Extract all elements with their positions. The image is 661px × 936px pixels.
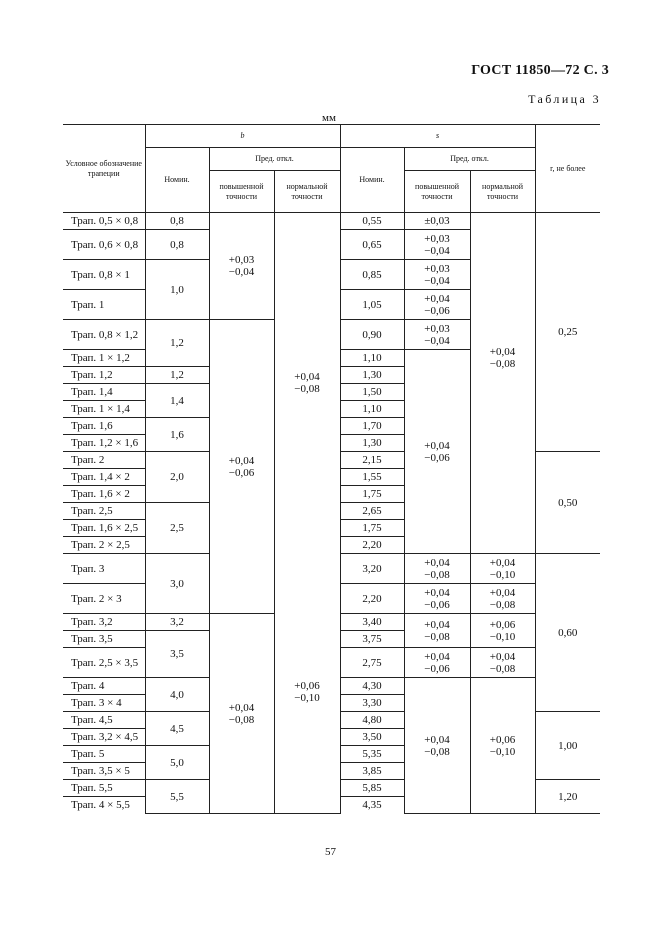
b-nom: 5,0: [145, 746, 209, 780]
b-nom: 4,0: [145, 678, 209, 712]
row-label: Трап. 1,4: [63, 384, 145, 401]
s-nom: 3,85: [340, 763, 404, 780]
header-s-high: повышенной точности: [404, 171, 470, 213]
row-label: Трап. 3,5 × 5: [63, 763, 145, 780]
row-label: Трап. 1 × 1,2: [63, 350, 145, 367]
row-label: Трап. 1,2 × 1,6: [63, 435, 145, 452]
b-high-dev: +0,03 −0,04: [209, 213, 274, 320]
s-normal-dev: +0,04 −0,08: [470, 584, 535, 614]
s-nom: 1,30: [340, 367, 404, 384]
s-nom: 4,35: [340, 797, 404, 814]
s-nom: 3,40: [340, 614, 404, 631]
s-nom: 1,75: [340, 486, 404, 503]
row-label: Трап. 1: [63, 290, 145, 320]
b-nom: 5,5: [145, 780, 209, 814]
r-value: 0,50: [535, 452, 600, 554]
row-label: Трап. 2,5 × 3,5: [63, 648, 145, 678]
s-nom: 3,30: [340, 695, 404, 712]
s-high-dev: +0,04 −0,06: [404, 290, 470, 320]
b-nom: 1,2: [145, 367, 209, 384]
b-nom: 0,8: [145, 213, 209, 230]
b-nom: 3,0: [145, 554, 209, 614]
s-nom: 1,55: [340, 469, 404, 486]
s-normal-dev: +0,04 −0,08: [470, 648, 535, 678]
header-b: b: [145, 125, 340, 148]
table-caption: Таблица 3: [528, 92, 601, 106]
s-normal-dev: +0,06 −0,10: [470, 678, 535, 814]
s-nom: 1,05: [340, 290, 404, 320]
b-nom: 1,2: [145, 320, 209, 367]
header-b-normal: нормальной точности: [274, 171, 340, 213]
s-normal-dev: +0,06 −0,10: [470, 614, 535, 648]
row-label: Трап. 2,5: [63, 503, 145, 520]
s-nom: 0,55: [340, 213, 404, 230]
b-nom: 1,6: [145, 418, 209, 452]
s-high-dev: +0,04 −0,08: [404, 614, 470, 648]
s-nom: 2,65: [340, 503, 404, 520]
s-high-dev: +0,04 −0,06: [404, 648, 470, 678]
s-nom: 0,90: [340, 320, 404, 350]
s-nom: 5,35: [340, 746, 404, 763]
b-high-dev: +0,04 −0,08: [209, 614, 274, 814]
s-nom: 3,20: [340, 554, 404, 584]
header-s-nom: Номин.: [340, 148, 404, 213]
row-label: Трап. 1,6 × 2: [63, 486, 145, 503]
b-nom: 3,2: [145, 614, 209, 631]
tolerance-label: +0,04 −0,08: [294, 371, 320, 395]
s-nom: 5,85: [340, 780, 404, 797]
b-normal-dev-empty: [274, 213, 340, 814]
header-s-normal: нормальной точности: [470, 171, 535, 213]
s-high-dev: +0,04 −0,06: [404, 584, 470, 614]
row-label: Трап. 4: [63, 678, 145, 695]
row-label: Трап. 3,5: [63, 631, 145, 648]
s-high-dev: +0,03 −0,04: [404, 230, 470, 260]
document-header: ГОСТ 11850—72 С. 3: [471, 63, 609, 78]
row-label: Трап. 3 × 4: [63, 695, 145, 712]
s-high-dev: +0,03 −0,04: [404, 260, 470, 290]
header-b-high: повышенной точности: [209, 171, 274, 213]
row-label: Трап. 3,2: [63, 614, 145, 631]
b-nom: 2,0: [145, 452, 209, 503]
row-label: Трап. 4,5: [63, 712, 145, 729]
s-normal-dev: +0,04 −0,10: [470, 554, 535, 584]
row-label: Трап. 0,5 × 0,8: [63, 213, 145, 230]
row-label: Трап. 1,4 × 2: [63, 469, 145, 486]
row-label: Трап. 4 × 5,5: [63, 797, 145, 814]
s-nom: 4,80: [340, 712, 404, 729]
row-label: Трап. 1,2: [63, 367, 145, 384]
s-nom: 1,50: [340, 384, 404, 401]
row-label: Трап. 0,8 × 1: [63, 260, 145, 290]
b-nom: 3,5: [145, 631, 209, 678]
b-nom: 1,0: [145, 260, 209, 320]
r-value: 0,60: [535, 554, 600, 712]
row-label: Трап. 5,5: [63, 780, 145, 797]
s-normal-dev-empty: [470, 213, 535, 554]
s-nom: 2,75: [340, 648, 404, 678]
s-high-dev: +0,03 −0,04: [404, 320, 470, 350]
b-nom: 0,8: [145, 230, 209, 260]
r-value: 0,25: [535, 213, 600, 452]
s-nom: 2,15: [340, 452, 404, 469]
r-value: 1,20: [535, 780, 600, 814]
r-value: 1,00: [535, 712, 600, 780]
s-nom: 1,70: [340, 418, 404, 435]
s-nom: 2,20: [340, 584, 404, 614]
row-label: Трап. 2 × 2,5: [63, 537, 145, 554]
row-label: Трап. 2 × 3: [63, 584, 145, 614]
header-designation: Условное обозначение трапеции: [63, 125, 145, 213]
row-label: Трап. 1 × 1,4: [63, 401, 145, 418]
s-high-dev: ±0,03: [404, 213, 470, 230]
s-nom: 1,75: [340, 520, 404, 537]
row-label: Трап. 3,2 × 4,5: [63, 729, 145, 746]
row-label: Трап. 2: [63, 452, 145, 469]
s-nom: 2,20: [340, 537, 404, 554]
s-nom: 3,75: [340, 631, 404, 648]
s-nom: 1,10: [340, 350, 404, 367]
page-number: 57: [325, 846, 336, 858]
header-s-dev: Пред. откл.: [404, 148, 535, 171]
dimensions-table: [63, 124, 600, 814]
s-nom: 1,10: [340, 401, 404, 418]
table-row: [63, 213, 600, 230]
b-nom: 1,4: [145, 384, 209, 418]
row-label: Трап. 3: [63, 554, 145, 584]
b-nom: 2,5: [145, 503, 209, 554]
tolerance-label: +0,04 −0,08: [489, 346, 516, 370]
s-high-dev: +0,04 −0,08: [404, 678, 470, 814]
b-nom: 4,5: [145, 712, 209, 746]
header-b-nom: Номин.: [145, 148, 209, 213]
s-high-dev: +0,04 −0,08: [404, 554, 470, 584]
row-label: Трап. 0,6 × 0,8: [63, 230, 145, 260]
header-r: r, не более: [535, 125, 600, 213]
row-label: Трап. 1,6 × 2,5: [63, 520, 145, 537]
row-label: Трап. 5: [63, 746, 145, 763]
s-nom: 4,30: [340, 678, 404, 695]
row-label: Трап. 1,6: [63, 418, 145, 435]
header-s: s: [340, 125, 535, 148]
s-nom: 3,50: [340, 729, 404, 746]
s-nom: 0,85: [340, 260, 404, 290]
b-high-dev: +0,04 −0,06: [209, 320, 274, 614]
tolerance-label: +0,06 −0,10: [294, 680, 320, 704]
s-nom: 1,30: [340, 435, 404, 452]
s-nom: 0,65: [340, 230, 404, 260]
header-b-dev: Пред. откл.: [209, 148, 340, 171]
unit-label: мм: [322, 112, 336, 124]
row-label: Трап. 0,8 × 1,2: [63, 320, 145, 350]
s-high-dev: +0,04 −0,06: [404, 350, 470, 554]
